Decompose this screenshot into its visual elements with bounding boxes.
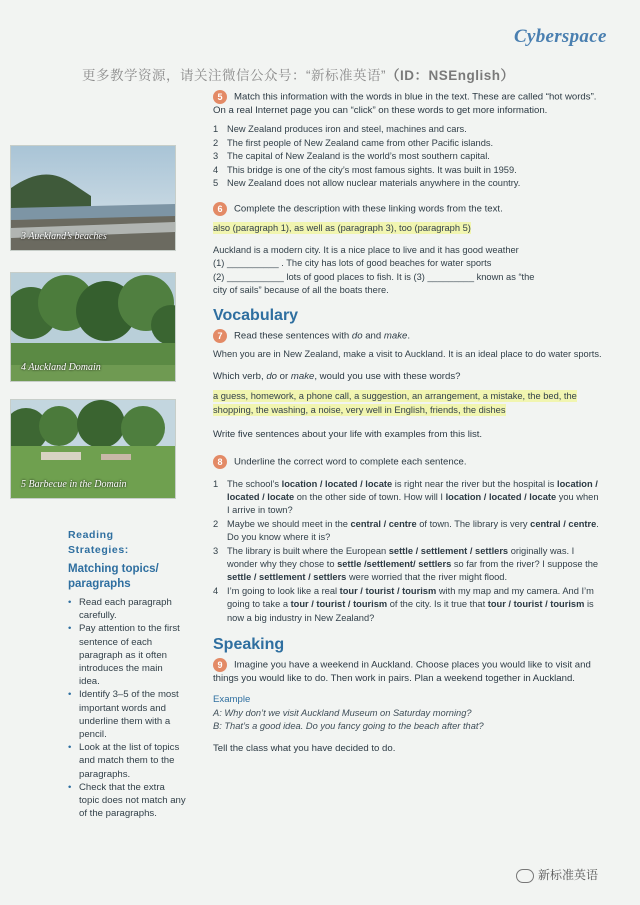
exercise-5-list bbox=[213, 123, 603, 190]
vocabulary-word-list bbox=[213, 390, 603, 417]
exercise-number-badge: 7 bbox=[213, 329, 227, 343]
exercise-9-instruction bbox=[213, 658, 603, 685]
q-text: Which verb, bbox=[213, 370, 267, 382]
cloze-line: (2) ___________ lots of good places to fish. It is (3) _________ known as “the bbox=[213, 271, 535, 282]
word-choice: location / located / locate bbox=[445, 491, 557, 502]
item-number: 3 bbox=[213, 151, 219, 162]
exercise-9-text: Imagine you have a weekend in Auckland. Choose places you would like to visit and things you would like to do. Then work in pairs. Plan a weekend together in Auckland. bbox=[213, 659, 591, 684]
item-number: 4 bbox=[213, 585, 219, 596]
photo-auckland-domain bbox=[10, 272, 176, 382]
t: were worried that the river might flood. bbox=[346, 572, 508, 583]
example-line-a: A: Why don’t we visit Auckland Museum on Saturday morning? bbox=[213, 707, 472, 718]
photo-barbecue-domain bbox=[10, 399, 176, 499]
q-make: make bbox=[290, 370, 315, 382]
exercise-5-instruction bbox=[213, 90, 603, 117]
watermark-id: （ID：NSEnglish） bbox=[386, 68, 515, 83]
t: of the city. Is it true that bbox=[387, 599, 488, 610]
cloze-line: city of sails” because of all the boats there. bbox=[213, 285, 389, 296]
reading-strategies-subtitle: Matching topics/ paragraphs bbox=[68, 563, 159, 590]
word-choice: tour / tourist / tourism bbox=[339, 585, 437, 596]
list-item bbox=[213, 177, 603, 190]
item-text: This bridge is one of the city’s most famous sights. It was built in 1959. bbox=[227, 164, 517, 175]
list-item bbox=[213, 545, 603, 585]
t: on the other side of town. How will I bbox=[294, 491, 446, 502]
exercise-8-instruction bbox=[213, 455, 603, 469]
reading-title-line2: Strategies: bbox=[68, 544, 129, 556]
cloze-line: Auckland is a modern city. It is a nice place to live and it has good weather bbox=[213, 244, 519, 255]
word-choice: location / located / locate bbox=[281, 478, 393, 489]
speaking-tell-class: Tell the class what you have decided to do. bbox=[213, 742, 396, 754]
photo-auckland-beaches bbox=[10, 145, 176, 251]
vocabulary-sentence: When you are in New Zealand, make a visit to Auckland. It is an ideal place to do water sports. bbox=[213, 349, 602, 360]
instr-text: . bbox=[407, 331, 411, 342]
exercise-8-text: Underline the correct word to complete each sentence. bbox=[234, 456, 467, 468]
reading-strategies-box bbox=[68, 528, 186, 820]
wechat-icon bbox=[516, 869, 534, 883]
word-choice: settle / settlement / settlers bbox=[388, 545, 509, 556]
reading-tip: • Identify 3–5 of the most important words and underline them with a pencil. bbox=[68, 688, 186, 741]
list-item bbox=[213, 585, 603, 625]
reading-tips-list bbox=[68, 596, 186, 820]
exercise-number-badge: 5 bbox=[213, 90, 227, 104]
item-text: The capital of New Zealand is the world’s most southern capital. bbox=[227, 151, 490, 162]
list-item bbox=[213, 150, 603, 163]
cloze-line: (1) __________ . The city has lots of good beaches for water sports bbox=[213, 258, 492, 269]
main-content bbox=[213, 90, 603, 755]
exercise-6-text: Complete the description with these linking words from the text. bbox=[234, 203, 503, 215]
item-number: 2 bbox=[213, 518, 219, 529]
list-item bbox=[213, 478, 603, 518]
t: I’m going to look like a real bbox=[227, 585, 340, 596]
q-text: , would you use with these words? bbox=[314, 370, 461, 382]
item-number: 1 bbox=[213, 124, 219, 135]
instr-text: and bbox=[362, 331, 384, 342]
t: is now a big industry in New Zealand? bbox=[227, 599, 594, 623]
list-item bbox=[213, 137, 603, 150]
t: so far from the river? I suppose the bbox=[451, 558, 599, 569]
item-number: 4 bbox=[213, 164, 219, 175]
reading-strategies-title bbox=[68, 528, 186, 558]
photo-caption-beaches: 3 Auckland’s beaches bbox=[21, 231, 107, 242]
t: The library is built where the European bbox=[227, 545, 389, 556]
word-choice: settle /settlement/ settlers bbox=[337, 558, 452, 569]
t: with my map and my camera. And I’m going to take a bbox=[227, 585, 594, 610]
item-number: 2 bbox=[213, 137, 219, 148]
footer-text: 新标准英语 bbox=[538, 868, 599, 882]
vocabulary-heading: Vocabulary bbox=[213, 307, 299, 325]
exercise-8-list bbox=[213, 478, 603, 625]
instr-text: Read these sentences with bbox=[234, 331, 352, 342]
t: you when I arrive in town? bbox=[227, 491, 599, 516]
exercise-5-text: Match this information with the words in blue in the text. These are called “hot words”. On a real Internet page you can “click” on these words to get more information. bbox=[213, 91, 597, 116]
exercise-number-badge: 9 bbox=[213, 658, 227, 672]
vocabulary-question bbox=[213, 370, 603, 383]
header-brand: Cyberspace bbox=[514, 26, 607, 47]
t: The school’s bbox=[227, 478, 282, 489]
reading-title-line1: Reading bbox=[68, 529, 114, 541]
word-list-text: a guess, homework, a phone call, a suggestion, an arrangement, a mistake, the bed, the shopping, the washing, a noise, very well in English, friends, the dishes bbox=[213, 391, 577, 415]
exercise-7-instruction bbox=[213, 329, 603, 343]
t: Maybe we should meet in the bbox=[227, 518, 351, 529]
item-number: 1 bbox=[213, 478, 219, 489]
list-item bbox=[213, 123, 603, 136]
item-number: 5 bbox=[213, 178, 219, 189]
reading-tip: • Pay attention to the first sentence of each paragraph as it often introduces the main idea. bbox=[68, 622, 186, 688]
example-label: Example bbox=[213, 694, 251, 706]
reading-tip: • Read each paragraph carefully. bbox=[68, 596, 186, 622]
instr-do: do bbox=[351, 331, 363, 342]
t: of town. The library is very bbox=[416, 518, 531, 529]
instr-make: make bbox=[383, 331, 408, 342]
word-choice: central / centre bbox=[350, 518, 417, 529]
word-choice: tour / tourist / tourism bbox=[487, 599, 585, 610]
reading-tip: • Look at the list of topics and match them to the paragraphs. bbox=[68, 741, 186, 781]
item-text: New Zealand does not allow nuclear materials anywhere in the country. bbox=[227, 178, 521, 189]
photo-caption-barbecue: 5 Barbecue in the Domain bbox=[21, 479, 127, 490]
linking-words: also (paragraph 1), as well as (paragraph 3), too (paragraph 5) bbox=[213, 223, 471, 234]
t: is right near the river but the hospital is bbox=[392, 478, 558, 489]
footer-wechat bbox=[516, 866, 598, 883]
t: . Do you know where it is? bbox=[227, 518, 599, 543]
exercise-number-badge: 6 bbox=[213, 202, 227, 216]
speaking-heading: Speaking bbox=[213, 635, 285, 653]
reading-tip: • Check that the extra topic does not match any of the paragraphs. bbox=[68, 781, 186, 821]
exercise-6-paragraph bbox=[213, 244, 603, 298]
item-text: The first people of New Zealand came from other Pacific islands. bbox=[227, 137, 494, 148]
exercise-number-badge: 8 bbox=[213, 455, 227, 469]
word-choice: tour / tourist / tourism bbox=[290, 599, 388, 610]
exercise-6-linking-words bbox=[213, 222, 603, 235]
photo-caption-domain: 4 Auckland Domain bbox=[21, 362, 101, 373]
word-choice: settle / settlement / settlers bbox=[227, 572, 347, 583]
watermark bbox=[82, 64, 515, 84]
t: originally was. I wonder why they chose to bbox=[227, 545, 575, 569]
exercise-6-instruction bbox=[213, 202, 603, 216]
word-choice: location / located / locate bbox=[227, 478, 598, 502]
q-text: or bbox=[277, 370, 291, 382]
item-text: New Zealand produces iron and steel, machines and cars. bbox=[227, 124, 467, 135]
list-item bbox=[213, 518, 603, 545]
q-do: do bbox=[266, 370, 277, 382]
example-line-b: B: That’s a good idea. Do you fancy going to the beach after that? bbox=[213, 721, 484, 732]
watermark-text: 更多教学资源，请关注微信公众号：“新标准英语” bbox=[82, 68, 386, 83]
word-choice: central / centre bbox=[530, 518, 597, 529]
vocabulary-write-task: Write five sentences about your life with examples from this list. bbox=[213, 429, 483, 441]
item-number: 3 bbox=[213, 545, 219, 556]
list-item bbox=[213, 164, 603, 177]
